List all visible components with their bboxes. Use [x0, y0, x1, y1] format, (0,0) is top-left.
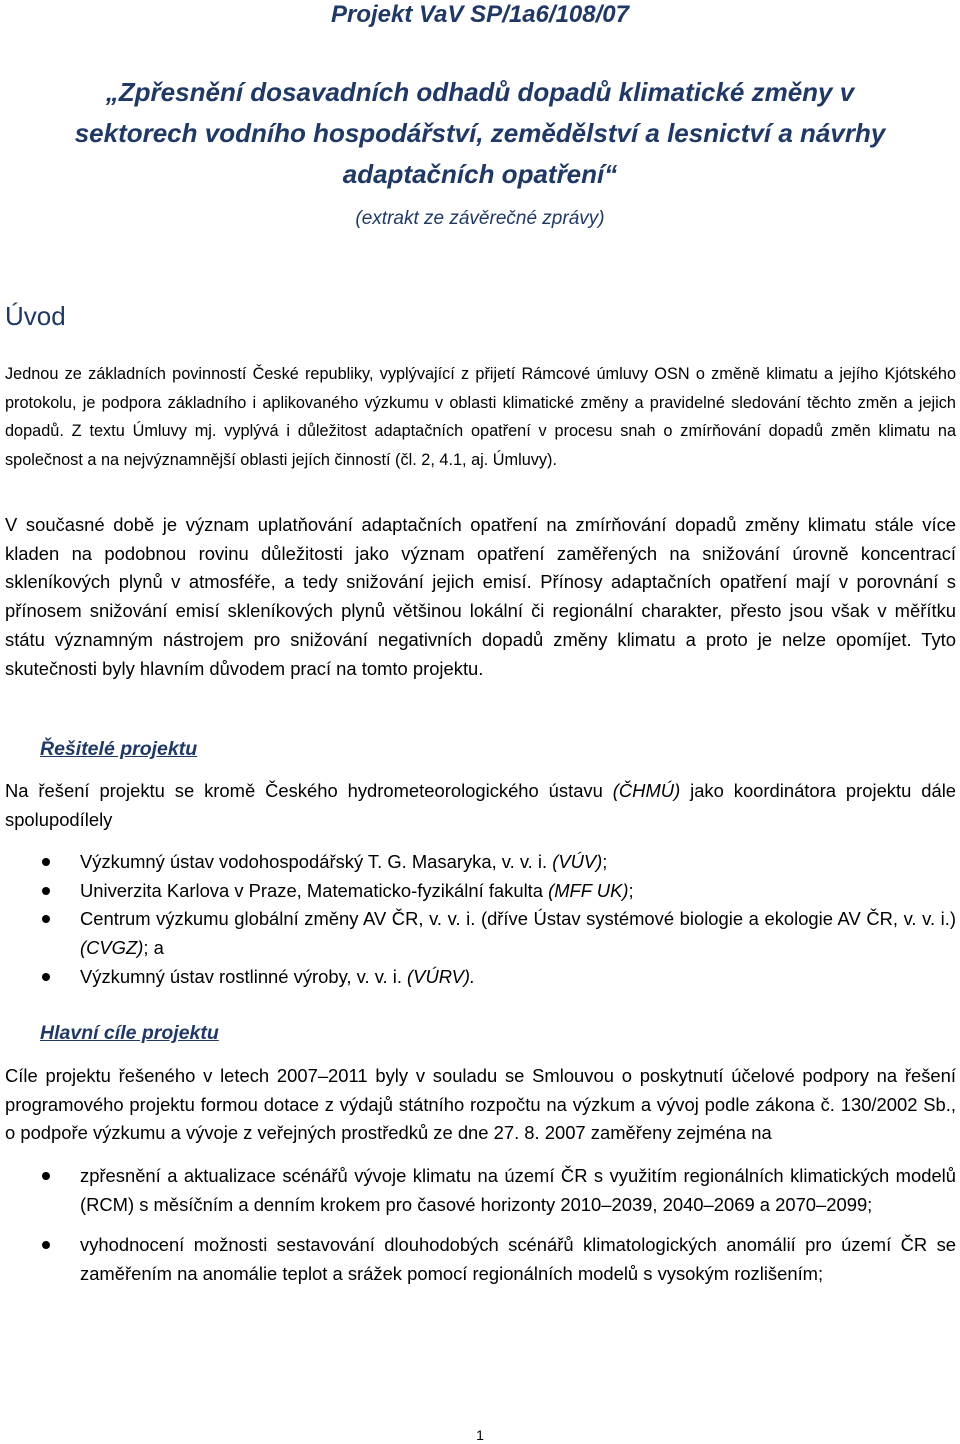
- title-line-2: sektorech vodního hospodářství, zemědělství a lesnictví a návrhy: [74, 118, 886, 148]
- solver-abbr: (VÚRV).: [407, 965, 476, 987]
- list-item: [0, 877, 960, 906]
- document-title: [0, 72, 960, 195]
- goal-text: vyhodnocení možnosti sestavování dlouhodobých scénářů klimatologických anomálií pro území ČR se zaměřením na anomálie teplot a srážek pomocí regionálních modelů s vysokým rozlišením;: [80, 1234, 956, 1285]
- solvers-intro-text: Na řešení projektu se kromě Českého hydrometeorologického ústavu: [5, 780, 613, 801]
- list-item: [0, 905, 960, 962]
- bullet-icon: [42, 973, 50, 981]
- intro-paragraph-1: Jednou ze základních povinností České republiky, vyplývající z přijetí Rámcové úmluvy OSN o změně klimatu a jejího Kjótského protokolu, je podpora základního i aplikovaného výzkumu v oblasti klimatické změny a pravidelné sledování těchto změn a jejich dopadů. Z textu Úmluvy mj. vyplývá i důležitost adaptačních opatření v procesu snah o zmírňování dopadů změn klimatu na společnost a na nejvýznamnější oblasti jejích činností (čl. 2, 4.1, aj. Úmluvy).: [5, 365, 956, 470]
- goals-paragraph: Cíle projektu řešeného v letech 2007–2011 byly v souladu se Smlouvou o poskytnutí účelové podpory na řešení programového projektu formou dotace z výdajů státního rozpočtu na výzkum a vývoj podle zákona č. 130/2002 Sb., o podpoře výzkumu a vývoje z veřejných prostředků ze dne 27. 8. 2007 zaměřeny zejména na: [5, 1065, 956, 1144]
- section-heading-goals: Hlavní cíle projektu: [40, 1022, 219, 1044]
- solvers-intro-abbr: (ČHMÚ): [612, 780, 681, 801]
- list-item: [0, 1162, 960, 1219]
- solver-name: Univerzita Karlova v Praze, Matematicko-fyzikální fakulta: [80, 879, 549, 901]
- solver-suffix: ;: [602, 851, 608, 872]
- section-heading-solvers: Řešitelé projektu: [40, 738, 198, 760]
- solvers-intro-text-end: jako koordinátora projektu dále spolupodílely: [5, 780, 957, 830]
- solver-abbr: (CVGZ): [80, 937, 144, 959]
- intro-paragraph-2: V současné době je význam uplatňování adaptačních opatření na zmírňování dopadů změny klimatu stále více kladen na podobnou rovinu důležitosti jako význam opatření zaměřených na snižování úrovně koncentrací skleníkových plynů v atmosféře, a tedy snižování jejich emisí. Přínosy adaptačních opatření mají v porovnání s přínosem snižování emisí skleníkových plynů většinou lokální či regionální charakter, přesto jsou však v měřítku státu významným nástrojem pro snižování negativních dopadů změny klimatu a proto je nelze opomíjet. Tyto skutečnosti byly hlavním důvodem prací na tomto projektu.: [5, 514, 956, 679]
- solvers-intro-paragraph: [5, 777, 956, 834]
- goal-text: zpřesnění a aktualizace scénářů vývoje klimatu na území ČR s využitím regionálních klimatických modelů (RCM) s měsíčním a denním krokem pro časové horizonty 2010–2039, 2040–2069 a 2070–2099;: [80, 1165, 956, 1215]
- solver-abbr: (MFF UK): [548, 879, 629, 901]
- list-item: [0, 963, 960, 992]
- bullet-icon: [42, 887, 50, 895]
- solver-suffix: ;: [628, 879, 634, 901]
- section-heading-intro: Úvod: [5, 301, 66, 331]
- document-subtitle: (extrakt ze závěrečné zprávy): [355, 208, 605, 229]
- page-number: 1: [476, 1427, 484, 1443]
- list-item: [0, 848, 960, 877]
- title-line-1: „Zpřesnění dosavadních odhadů dopadů klimatické změny v: [105, 77, 855, 107]
- bullet-icon: [42, 858, 50, 866]
- project-code: Projekt VaV SP/1a6/108/07: [331, 1, 629, 28]
- solvers-list: [0, 848, 960, 992]
- list-item: [0, 1231, 960, 1288]
- title-line-3: adaptačních opatření“: [342, 159, 618, 189]
- solver-suffix: ; a: [143, 937, 164, 959]
- solver-name: Výzkumný ústav rostlinné výroby, v. v. i.: [80, 965, 408, 987]
- bullet-icon: [42, 1241, 50, 1249]
- bullet-icon: [42, 915, 50, 923]
- solver-name: Centrum výzkumu globální změny AV ČR, v. v. i. (dříve Ústav systémové biologie a ekologie AV ČR, v. v. i.): [80, 908, 956, 930]
- goals-list: [0, 1162, 960, 1289]
- bullet-icon: [42, 1172, 50, 1180]
- solver-abbr: (VÚV): [552, 851, 603, 872]
- solver-name: Výzkumný ústav vodohospodářský T. G. Masaryka, v. v. i.: [80, 851, 553, 872]
